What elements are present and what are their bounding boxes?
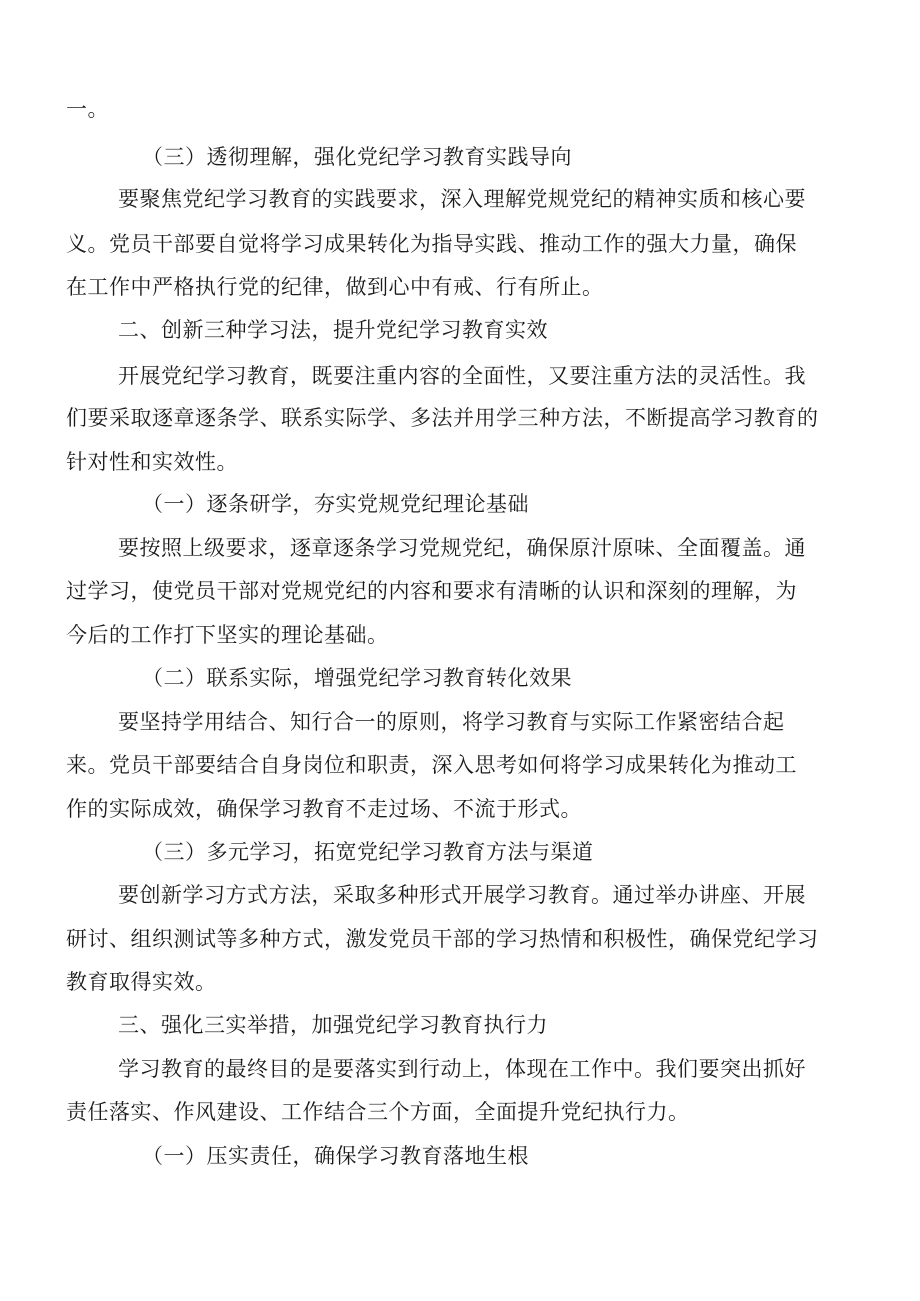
section-heading: 三、强化三实举措，加强党纪学习教育执行力 [118,1013,548,1037]
section-heading: （一）逐条研学，夯实党规党纪理论基础 [142,492,529,516]
paragraph-line: 过学习，使党员干部对党规党纪的内容和要求有清晰的认识和深刻的理解，为 [66,579,797,603]
section-heading: （三）透彻理解，强化党纪学习教育实践导向 [142,145,572,169]
section-heading: （一）压实责任，确保学习教育落地生根 [142,1144,529,1168]
paragraph-line: 教育取得实效。 [66,970,217,994]
paragraph-line: 来。党员干部要结合自身岗位和职责，深入思考如何将学习成果转化为推动工 [66,753,797,777]
section-heading: 二、创新三种学习法，提升党纪学习教育实效 [118,318,548,342]
paragraph-line: 针对性和实效性。 [66,450,238,474]
paragraph-line: 要坚持学用结合、知行合一的原则，将学习教育与实际工作紧密结合起 [118,710,785,734]
paragraph-line: 开展党纪学习教育，既要注重内容的全面性，又要注重方法的灵活性。我 [118,364,806,388]
paragraph-line: 今后的工作打下坚实的理论基础。 [66,623,389,647]
paragraph-line: 研讨、组织测试等多种方式，激发党员干部的学习热情和积极性，确保党纪学习 [66,927,819,951]
paragraph-line: 作的实际成效，确保学习教育不走过场、不流于形式。 [66,797,582,821]
paragraph-line: 责任落实、作风建设、工作结合三个方面，全面提升党纪执行力。 [66,1100,690,1124]
paragraph-line: 义。党员干部要自觉将学习成果转化为指导实践、推动工作的强大力量，确保 [66,232,797,256]
text-line: 一。 [66,97,109,121]
paragraph-line: 要按照上级要求，逐章逐条学习党规党纪，确保原汁原味、全面覆盖。通 [118,536,806,560]
paragraph-line: 要创新学习方式方法，采取多种形式开展学习教育。通过举办讲座、开展 [118,883,806,907]
paragraph-line: 学习教育的最终目的是要落实到行动上，体现在工作中。我们要突出抓好 [118,1057,806,1081]
paragraph-line: 们要采取逐章逐条学、联系实际学、多法并用学三种方法，不断提高学习教育的 [66,406,819,430]
paragraph-line: 要聚焦党纪学习教育的实践要求，深入理解党规党纪的精神实质和核心要 [118,187,806,211]
section-heading: （二）联系实际，增强党纪学习教育转化效果 [142,666,572,690]
paragraph-line: 在工作中严格执行党的纪律，做到心中有戒、行有所止。 [66,275,604,299]
section-heading: （三）多元学习，拓宽党纪学习教育方法与渠道 [142,840,594,864]
